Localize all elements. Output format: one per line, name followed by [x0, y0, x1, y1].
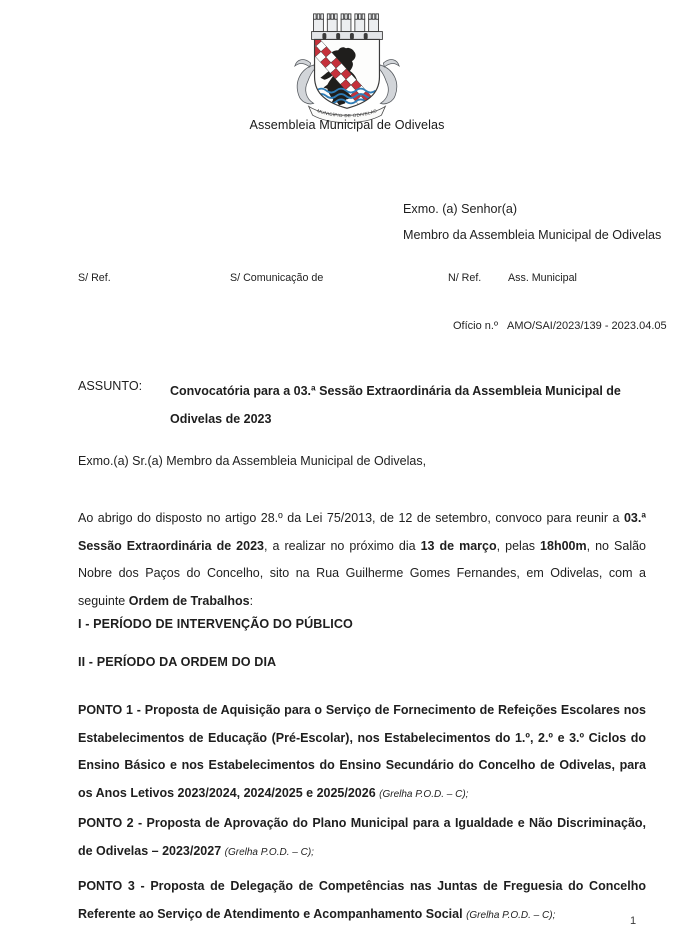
oficio-label: Ofício n.º	[453, 320, 498, 332]
intro-paragraph: Ao abrigo do disposto no artigo 28.º da Lei 75/2013, de 12 de setembro, convoco para reunir a 03.ª Sessão Extraordinária de 2023, a realizar no próximo dia 13 de março, pelas 18h00m, no Salão Nobre dos Paços do Concelho, sito na Rua Guilherme Gomes Fernandes, em Odivelas, com a seguinte Ordem de Trabalhos:	[78, 511, 646, 608]
oficio-number: AMO/SAI/2023/139 - 2023.04.05	[507, 320, 667, 332]
banner-text: MUNICÍPIO DE ODIVELAS	[316, 108, 378, 119]
agenda-item-ponto-1: PONTO 1 - Proposta de Aquisição para o Serviço de Fornecimento de Refeições Escolares nos Estabelecimentos de Educação (Pré-Escolar), nos Estabelecimentos do 1.º, 2.º e 3.º Ciclos do Ensino Básico e nos Estabelecimentos do Ensino Secundário do Concelho de Odivelas, para os Anos Letivos 2023/2024, 2024/2025 e 2025/2026 (Grelha P.O.D. – C);	[78, 703, 646, 800]
mural-crown-icon	[312, 14, 383, 40]
page-number: 1	[630, 915, 637, 927]
addressee-line1: Exmo. (a) Senhor(a)	[403, 202, 518, 216]
water-waves-icon	[317, 89, 376, 104]
agenda-item-ponto-2: PONTO 2 - Proposta de Aprovação do Plano Municipal para a Igualdade e Não Discriminação, de Odivelas – 2023/2027 (Grelha P.O.D. – C);	[78, 816, 646, 858]
addressee-block	[403, 197, 661, 248]
agenda-heading-order-of-day: II - PERÍODO DA ORDEM DO DIA	[78, 655, 277, 669]
n-ref-value: Ass. Municipal	[508, 272, 577, 284]
agenda-item-ponto-3: PONTO 3 - Proposta de Delegação de Competências nas Juntas de Freguesia do Concelho Referente ao Serviço de Atendimento e Acompanhamento Social (Grelha P.O.D. – C);	[78, 879, 646, 921]
s-ref-label: S/ Ref.	[78, 272, 111, 284]
municipal-coat-of-arms	[283, 6, 411, 126]
salutation: Exmo.(a) Sr.(a) Membro da Assembleia Municipal de Odivelas,	[78, 454, 427, 468]
subject-label: ASSUNTO:	[78, 379, 143, 393]
crest-block	[283, 6, 411, 131]
addressee-line2: Membro da Assembleia Municipal de Odivelas	[403, 227, 662, 242]
org-name: Assembleia Municipal de Odivelas	[249, 118, 445, 132]
s-comunicacao-label: S/ Comunicação de	[230, 272, 324, 284]
n-ref-label: N/ Ref.	[448, 272, 482, 284]
subject-text: Convocatória para a 03.ª Sessão Extraordinária da Assembleia Municipal de Odivelas de 2023	[170, 384, 621, 426]
agenda-heading-public-intervention: I - PERÍODO DE INTERVENÇÃO DO PÚBLICO	[78, 617, 353, 631]
